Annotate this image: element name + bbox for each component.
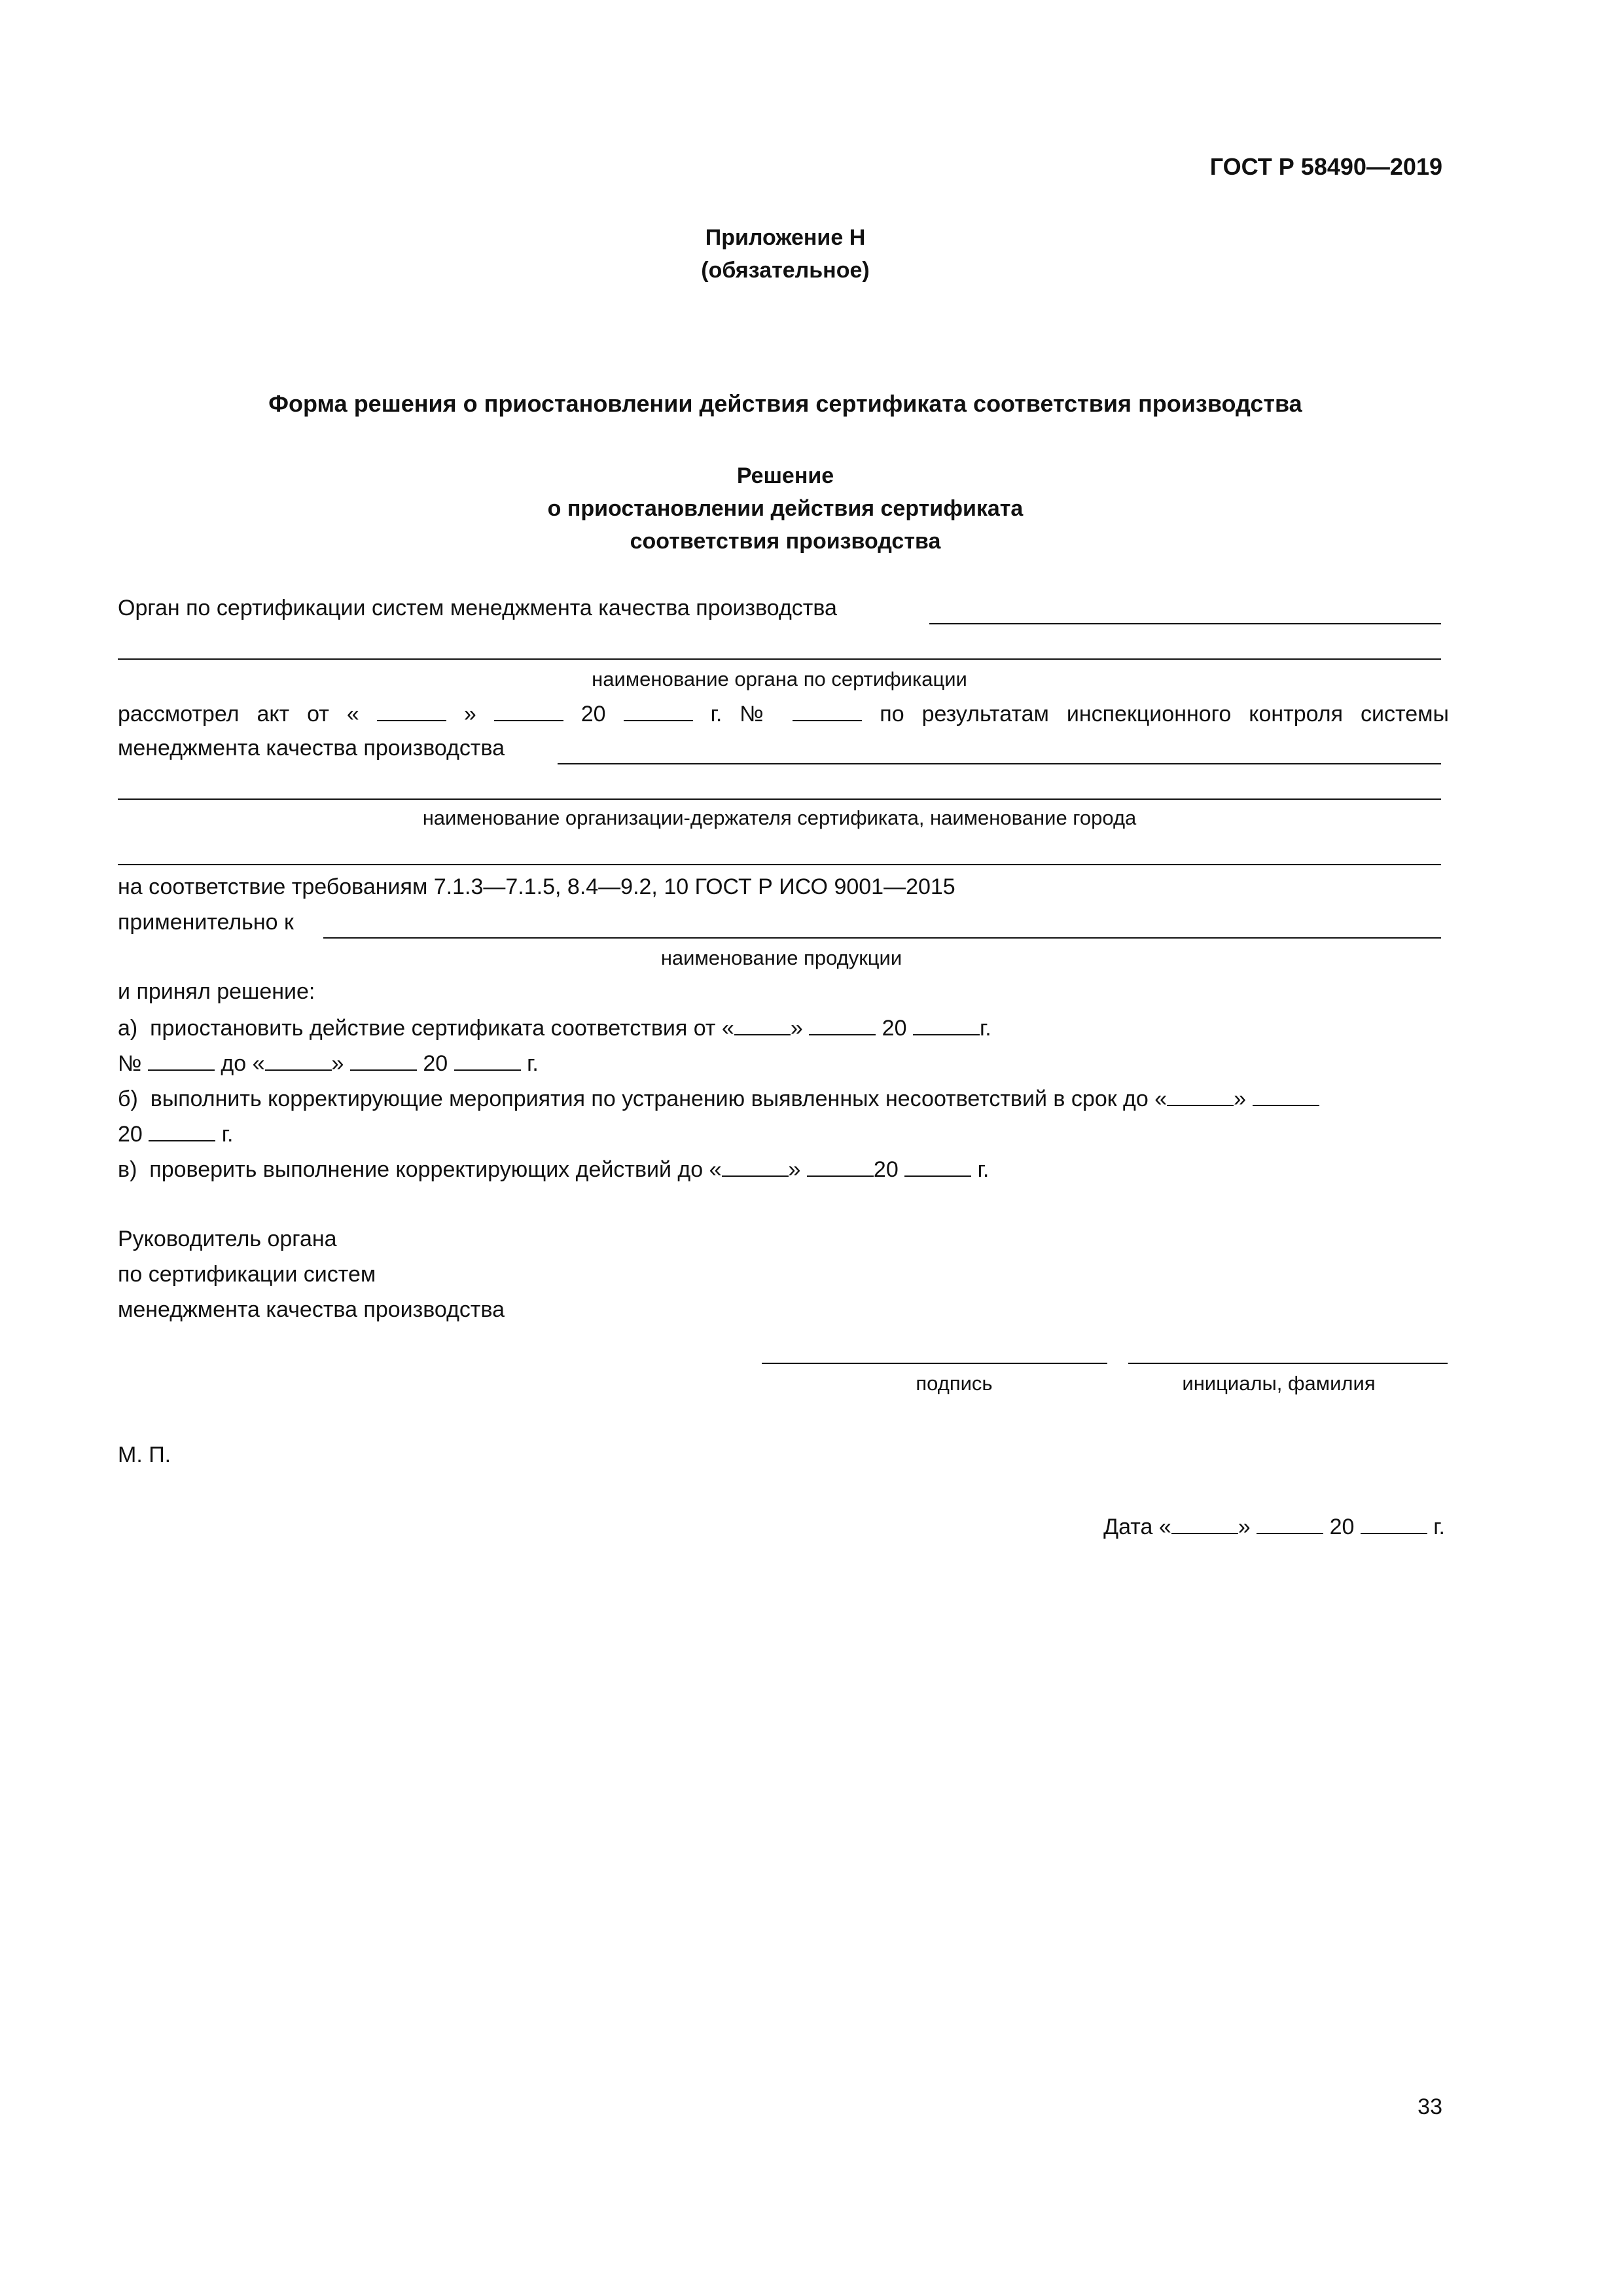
reviewed-prefix: рассмотрел акт от « — [118, 702, 359, 726]
item-b-label: б) — [118, 1086, 138, 1111]
page-number: 33 — [1418, 2094, 1442, 2119]
reviewed-g-no: г. № — [710, 702, 776, 726]
org-name-line-2 — [118, 798, 1441, 800]
item-a-text: приостановить действие сертификата соответствия от « — [150, 1016, 734, 1041]
reviewed-quote-close: » — [463, 702, 476, 726]
reviewed-year-prefix: 20 — [580, 702, 606, 726]
applicable-to-label: применительно к — [118, 910, 294, 935]
signatory-line3: менеджмента качества производства — [118, 1297, 505, 1322]
org-caption: наименование организации-держателя сертификата, наименование города — [422, 806, 1137, 829]
name-line — [1128, 1363, 1448, 1364]
item-c-day-blank — [722, 1156, 789, 1177]
item-no-blank — [148, 1050, 215, 1071]
item-a-day-blank — [734, 1014, 791, 1035]
act-year-blank — [624, 700, 693, 721]
act-day-blank — [377, 700, 446, 721]
decision-heading-line3: соответствия производства — [630, 529, 941, 554]
signature-caption: подпись — [916, 1372, 993, 1395]
date-year-blank — [1361, 1513, 1427, 1534]
requirements-text: на соответствие требованиям 7.1.3—7.1.5, 8.4—9.2, 10 ГОСТ Р ИСО 9001—2015 — [118, 874, 955, 899]
item-b-month-blank — [1253, 1085, 1319, 1106]
item-no-g: г. — [527, 1051, 539, 1076]
form-title: Форма решения о приостановлении действия сертификата соответствия производства — [268, 390, 1302, 417]
product-caption: наименование продукции — [660, 946, 902, 969]
item-b-day-blank — [1167, 1085, 1234, 1106]
decision-heading-line1: Решение — [736, 463, 834, 488]
item-b-year-blank — [149, 1121, 215, 1141]
act-month-blank — [494, 700, 563, 721]
signatory-line1: Руководитель органа — [118, 1227, 337, 1251]
item-a-g: г. — [979, 1016, 991, 1041]
signatory-line2: по сертификации систем — [118, 1262, 376, 1287]
item-b — [118, 1085, 1319, 1112]
item-a-month-blank — [809, 1014, 876, 1035]
date-month-blank — [1257, 1513, 1323, 1534]
signature-line — [762, 1363, 1107, 1364]
organ-name-line-2 — [118, 658, 1441, 660]
item-b-year: 20 — [118, 1122, 143, 1147]
date-day-blank — [1171, 1513, 1238, 1534]
inspection-text: по результатам инспекционного контроля системы — [880, 702, 1449, 726]
appendix-status: (обязательное) — [701, 258, 870, 283]
item-c — [118, 1156, 989, 1183]
org-name-line — [558, 763, 1441, 764]
organ-label: Орган по сертификации систем менеджмента качества производства — [118, 596, 837, 620]
item-a-year-blank — [913, 1014, 980, 1035]
product-name-line — [323, 937, 1441, 939]
item-a-close: » — [790, 1016, 803, 1041]
date-label: Дата « — [1103, 1515, 1171, 1539]
date-line — [1103, 1513, 1445, 1540]
item-until: до « — [221, 1051, 265, 1076]
date-year: 20 — [1329, 1515, 1355, 1539]
date-close: » — [1238, 1515, 1251, 1539]
item-until-year-blank — [454, 1050, 521, 1071]
item-no-close: » — [331, 1051, 344, 1076]
decision-heading-line2: о приостановлении действия сертификата — [547, 496, 1024, 521]
decision-intro: и принял решение: — [118, 979, 315, 1004]
date-g: г. — [1433, 1515, 1445, 1539]
item-a — [118, 1014, 991, 1041]
standard-id: ГОСТ Р 58490—2019 — [1209, 153, 1442, 180]
item-a-year: 20 — [882, 1016, 907, 1041]
item-c-label: в) — [118, 1157, 137, 1182]
item-b-g: г. — [221, 1122, 234, 1147]
item-c-year: 20 — [873, 1157, 899, 1182]
item-b-close: » — [1234, 1086, 1247, 1111]
item-c-g: г. — [977, 1157, 990, 1182]
item-no-year: 20 — [423, 1051, 448, 1076]
item-until-day-blank — [265, 1050, 332, 1071]
name-caption: инициалы, фамилия — [1182, 1372, 1376, 1395]
item-a-number-line — [118, 1050, 539, 1077]
org-name-line-3 — [118, 864, 1441, 865]
qms-label: менеджмента качества производства — [118, 736, 505, 761]
item-b-text: выполнить корректирующие мероприятия по устранению выявленных несоответствий в срок до « — [150, 1086, 1168, 1111]
appendix-title: Приложение Н — [705, 225, 866, 250]
item-c-text: проверить выполнение корректирующих действий до « — [149, 1157, 722, 1182]
item-no-label: № — [118, 1051, 142, 1076]
item-c-year-blank — [904, 1156, 971, 1177]
reviewed-act-line — [118, 700, 1449, 727]
organ-name-line — [929, 623, 1441, 624]
item-b-cont — [118, 1121, 233, 1147]
item-a-label: а) — [118, 1016, 138, 1041]
item-c-month-blank — [807, 1156, 874, 1177]
act-number-blank — [793, 700, 862, 721]
seal-mark: М. П. — [118, 1443, 171, 1467]
item-until-month-blank — [350, 1050, 417, 1071]
organ-caption: наименование органа по сертификации — [592, 668, 967, 691]
item-c-close: » — [788, 1157, 801, 1182]
